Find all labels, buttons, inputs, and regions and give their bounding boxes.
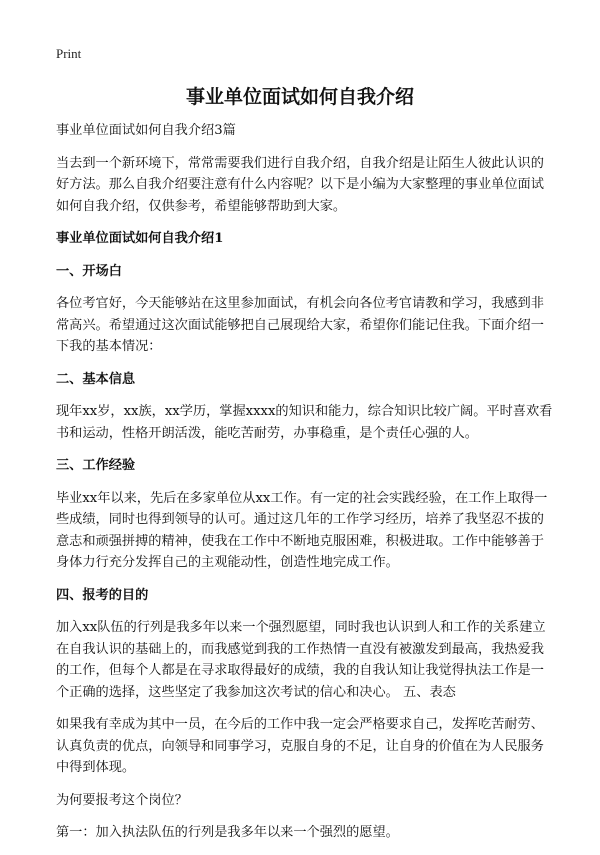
basic-info-paragraph: 现年xx岁，xx族，xx学历，掌握xxxx的知识和能力，综合知识比较广阔。平时喜欢看书和运动，性格开朗活泼，能吃苦耐劳，办事稳重，是个责任心强的人。 bbox=[56, 404, 553, 441]
work-experience-heading: 三、工作经验 bbox=[56, 458, 136, 473]
work-experience-paragraph: 毕业xx年以来，先后在多家单位从xx工作。有一定的社会实践经验，在工作上取得一些成绩，同时也得到领导的认可。通过这几年的工作学习经历，培养了我坚忍不拔的意志和顽强拼搏的精神，使我在工作中不断地克服困难，积极进取。工作中能够善于身体力行充分发挥自己的主观能动性，创造性地完成工作。 bbox=[56, 490, 548, 570]
article-subtitle: 事业单位面试如何自我介绍3篇 bbox=[56, 123, 236, 138]
article-body bbox=[56, 120, 556, 855]
print-link[interactable]: Print bbox=[56, 46, 82, 61]
basic-info-heading: 二、基本信息 bbox=[56, 371, 136, 387]
page-title: 事业单位面试如何自我介绍 bbox=[185, 86, 414, 108]
intro-paragraph: 当去到一个新环境下，常常需要我们进行自我介绍，自我介绍是让陌生人彼此认识的好方法。那么自我介绍要注意有什么内容呢？以下是小编为大家整理的事业单位面试如何自我介绍，仅供参考，希望能够帮助到大家。 bbox=[56, 155, 544, 214]
opening-heading: 一、开场白 bbox=[56, 263, 122, 279]
section-heading: 事业单位面试如何自我介绍1 bbox=[56, 231, 224, 246]
purpose-paragraph: 加入xx队伍的行列是我多年以来一个强烈愿望，同时我也认识到人和工作的关系建立在自我认识的基础上的，而我感觉到我的工作热情一直没有被激发到最高，我热爱我的工作，但每个人都是在寻求取得最好的成绩，我的自我认知让我觉得执法工作是一个正确的选择，这些坚定了我参加这次考试的信心和决心。 五、表态 bbox=[56, 620, 546, 700]
opening-paragraph: 各位考官好，今天能够站在这里参加面试，有机会向各位考官请教和学习，我感到非常高兴。希望通过这次面试能够把自己展现给大家，希望你们能记住我。下面介绍一下我的基本情况： bbox=[56, 296, 544, 354]
purpose-heading: 四、报考的目的 bbox=[56, 587, 149, 603]
question-paragraph: 为何要报考这个岗位？ bbox=[56, 792, 188, 808]
first-reason-paragraph: 第一：加入执法队伍的行列是我多年以来一个强烈的愿望。 bbox=[56, 825, 399, 840]
statement-paragraph: 如果我有幸成为其中一员，在今后的工作中我一定会严格要求自己，发挥吃苦耐劳、认真负责的优点，向领导和同事学习，克服自身的不足，让自身的价值在为人民服务中得到体现。 bbox=[56, 717, 544, 775]
